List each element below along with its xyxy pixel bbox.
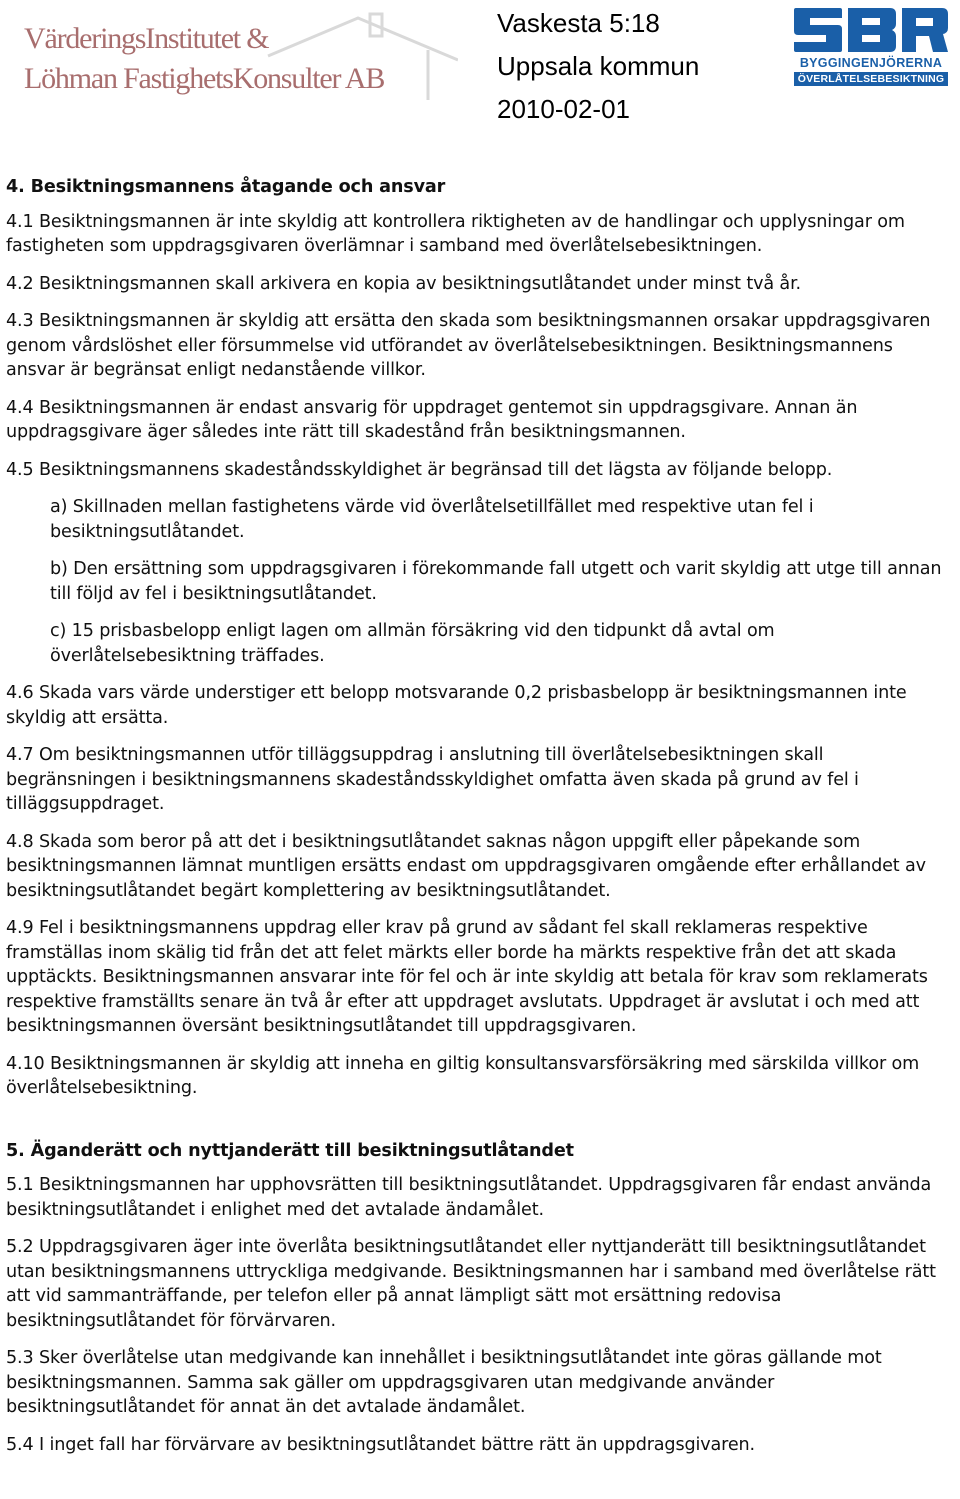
section-5-title: 5. Äganderätt och nyttjanderätt till besiktningsutlåtandet — [6, 1140, 574, 1161]
sbr-logo — [792, 6, 950, 88]
sbr-name: BYGGINGENJÖRERNA — [799, 56, 943, 70]
clause-4-4: 4.4 Besiktningsmannen är endast ansvarig för uppdraget gentemot sin uppdragsgivare. Annan än uppdragsgivare äger således inte rätt till skadestånd från besiktningsmannen. — [6, 397, 858, 442]
clause-4-5-c: c) 15 prisbasbelopp enligt lagen om allmän försäkring vid den tidpunkt då avtal om överlåtelsebesiktning träffades. — [50, 621, 775, 666]
clause-4-7: 4.7 Om besiktningsmannen utför tilläggsuppdrag i anslutning till överlåtelsebesiktningen skall begränsningen i besiktningsmannens skadeståndsskyldighet omfatta även skada på grund av fel i tilläggsuppdraget. — [6, 745, 859, 814]
clause-4-1: 4.1 Besiktningsmannen är inte skyldig att kontrollera riktigheten av de handlingar och upplysningar om fastigheten som uppdragsgivaren överlämnar i samband med överlåtelsebesiktningen. — [6, 211, 905, 256]
clause-4-5-a: a) Skillnaden mellan fastighetens värde vid överlåtelsetillfället med respektive utan fel i besiktningsutlåtandet. — [50, 497, 814, 542]
document-date: 2010-02-01 — [497, 94, 630, 124]
company-logo-left — [18, 10, 458, 104]
municipality: Uppsala kommun — [497, 51, 700, 81]
clause-5-3: 5.3 Sker överlåtelse utan medgivande kan innehållet i besiktningsutlåtandet inte göras gällande mot besiktningsmannen. Samma sak gäller om uppdragsgivaren utan medgivande använder besiktningsutlåtandet för annat än det avtalade ändamålet. — [6, 1348, 882, 1417]
clause-4-10: 4.10 Besiktningsmannen är skyldig att inneha en giltig konsultansvarsförsäkring med särskilda villkor om överlåtelsebesiktning. — [6, 1053, 920, 1098]
document-info — [497, 6, 699, 135]
sbr-tagline: ÖVERLÅTELSEBESIKTNING — [794, 72, 948, 86]
clause-4-5-b: b) Den ersättning som uppdragsgivaren i förekommande fall utgett och varit skyldig att utge till annan till följd av fel i besiktningsutlåtandet. — [50, 559, 942, 604]
logo-text-line2: Löhman FastighetsKonsulter AB — [24, 62, 385, 95]
clause-5-1: 5.1 Besiktningsmannen har upphovsrätten till besiktningsutlåtandet. Uppdragsgivaren får endast använda besiktningsutlåtandet i enlighet med det avtalade ändamålet. — [6, 1175, 932, 1220]
clause-4-5: 4.5 Besiktningsmannens skadeståndsskyldighet är begränsad till det lägsta av följande belopp. — [6, 459, 833, 480]
document-body — [6, 175, 956, 1470]
logo-text-line1: VärderingsInstitutet & — [24, 22, 269, 55]
clause-4-2: 4.2 Besiktningsmannen skall arkivera en kopia av besiktningsutlåtandet under minst två år. — [6, 273, 801, 294]
clause-4-9: 4.9 Fel i besiktningsmannens uppdrag eller krav på grund av sådant fel skall reklameras respektive framställas inom skälig tid från det att felet märkts eller borde ha märkts respektive från det att skada upptäckts. Besiktningsmannen ansvarar inte för fel och är inte skyldig att betala för krav som reklamerats respektive framställts senare än två år efter att uppdraget avslutats. Uppdraget är avslutat i och med att besiktningsmannen översänt besiktningsutlåtandet till uppdragsgivaren. — [6, 918, 928, 1036]
section-4-title: 4. Besiktningsmannens åtagande och ansvar — [6, 177, 446, 197]
property-designation: Vaskesta 5:18 — [497, 8, 660, 38]
clause-5-2: 5.2 Uppdragsgivaren äger inte överlåta besiktningsutlåtandet eller nyttjanderätt till besiktningsutlåtandet utan besiktningsmannens uttryckliga medgivande. Besiktningsmannen har i samband med överlåtelse rätt att vid sammanträffande, per telefon eller på annat lämpligt sätt mot ersättning redovisa besiktningsutlåtandet för förvärvaren. — [6, 1237, 936, 1331]
page-header — [0, 0, 960, 140]
clause-4-6: 4.6 Skada vars värde understiger ett belopp motsvarande 0,2 prisbasbelopp är besiktningsmannen inte skyldig att ersätta. — [6, 683, 907, 728]
sbr-mark-icon — [792, 6, 950, 54]
clause-4-8: 4.8 Skada som beror på att det i besiktningsutlåtandet saknas någon uppgift eller påpekande som besiktningsmannen lämnat muntligen ersätts endast om uppdragsgivaren omgående efter erhållandet av besiktningsutlåtandet begärt komplettering av besiktningsutlåtandet. — [6, 831, 926, 901]
clause-5-4: 5.4 I inget fall har förvärvare av besiktningsutlåtandet bättre rätt än uppdragsgivaren. — [6, 1434, 755, 1455]
clause-4-3: 4.3 Besiktningsmannen är skyldig att ersätta den skada som besiktningsmannen orsakar uppdragsgivaren genom vårdslöshet eller försummelse vid utförandet av överlåtelsebesiktningen. Besiktningsmannens ansvar är begränsat enligt nedanstående villkor. — [6, 311, 931, 380]
